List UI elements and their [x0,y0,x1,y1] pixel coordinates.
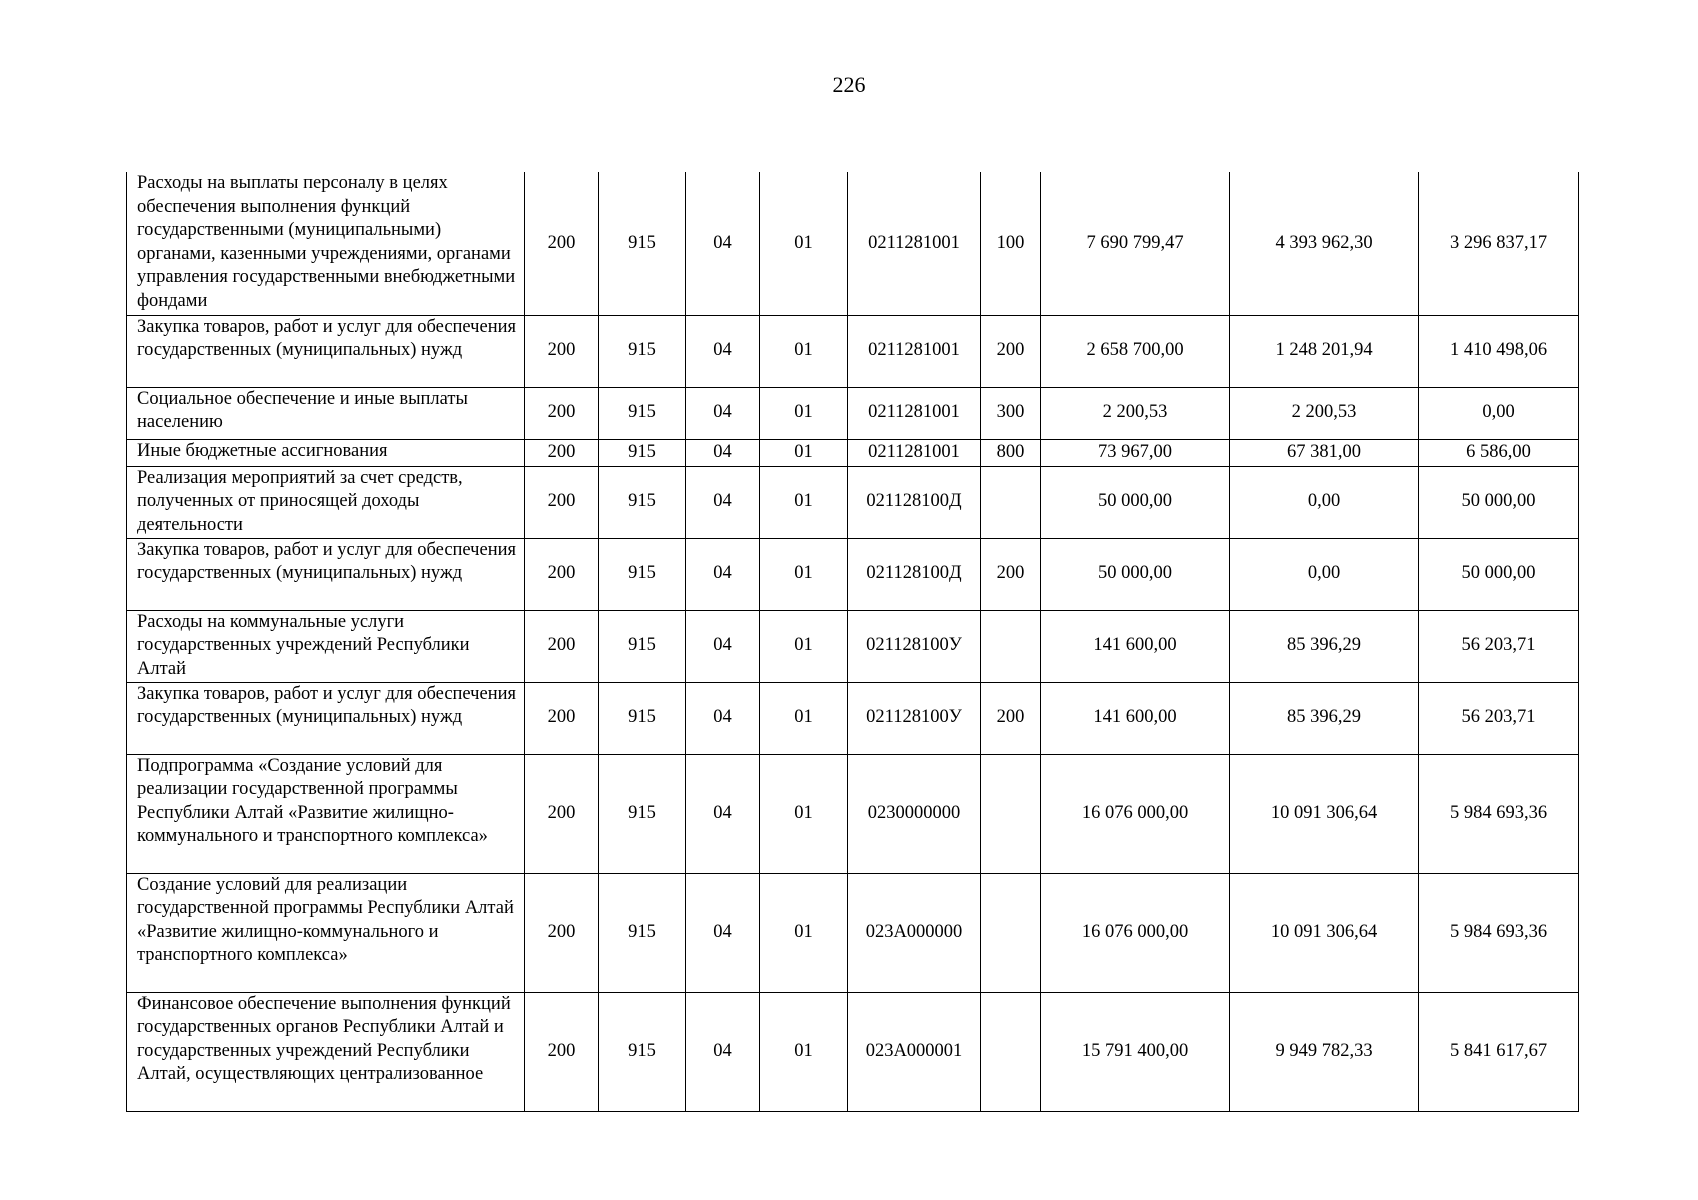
cell-code-1: 200 [525,538,599,610]
cell-target-article: 0211281001 [848,315,981,387]
row-description: Финансовое обеспечение выполнения функций государственных органов Республики Алтай и государственных учреждений Республики Алтай, осуществляющих централизованное [127,992,525,1111]
cell-ministry-code: 915 [599,538,686,610]
cell-code-1: 200 [525,439,599,466]
cell-section: 04 [686,992,760,1111]
table-row [127,315,1579,387]
cell-code-1: 200 [525,315,599,387]
table-row [127,538,1579,610]
cell-ministry-code: 915 [599,172,686,315]
cell-expense-type: 200 [981,682,1041,754]
table-row [127,172,1579,315]
cell-code-1: 200 [525,172,599,315]
row-description: Закупка товаров, работ и услуг для обеспечения государственных (муниципальных) нужд [127,315,525,387]
cell-amount-1: 50 000,00 [1041,538,1230,610]
cell-expense-type: 800 [981,439,1041,466]
cell-code-1: 200 [525,387,599,439]
budget-table [126,172,1579,1112]
cell-code-1: 200 [525,466,599,538]
cell-section: 04 [686,682,760,754]
cell-target-article: 021128100У [848,682,981,754]
row-description: Расходы на выплаты персоналу в целях обеспечения выполнения функций государственными (муниципальными) органами, казенными учреждениями, органами управления государственными внебюджетными фондами [127,172,525,315]
table-row [127,610,1579,682]
cell-amount-1: 73 967,00 [1041,439,1230,466]
row-description: Иные бюджетные ассигнования [127,439,525,466]
cell-ministry-code: 915 [599,315,686,387]
cell-code-1: 200 [525,682,599,754]
cell-ministry-code: 915 [599,992,686,1111]
cell-amount-1: 141 600,00 [1041,682,1230,754]
cell-expense-type: 100 [981,172,1041,315]
cell-ministry-code: 915 [599,873,686,992]
row-description: Социальное обеспечение и иные выплаты населению [127,387,525,439]
cell-amount-3: 6 586,00 [1419,439,1579,466]
cell-amount-3: 0,00 [1419,387,1579,439]
cell-target-article: 023А000001 [848,992,981,1111]
cell-amount-2: 10 091 306,64 [1230,873,1419,992]
cell-target-article: 021128100У [848,610,981,682]
cell-expense-type: 300 [981,387,1041,439]
cell-section: 04 [686,172,760,315]
cell-ministry-code: 915 [599,754,686,873]
cell-amount-3: 50 000,00 [1419,466,1579,538]
cell-subsection: 01 [760,682,848,754]
row-description: Реализация мероприятий за счет средств, полученных от приносящей доходы деятельности [127,466,525,538]
cell-amount-2: 9 949 782,33 [1230,992,1419,1111]
row-description: Закупка товаров, работ и услуг для обеспечения государственных (муниципальных) нужд [127,682,525,754]
row-description: Расходы на коммунальные услуги государственных учреждений Республики Алтай [127,610,525,682]
cell-target-article: 021128100Д [848,466,981,538]
cell-ministry-code: 915 [599,466,686,538]
cell-target-article: 0211281001 [848,439,981,466]
row-description: Закупка товаров, работ и услуг для обеспечения государственных (муниципальных) нужд [127,538,525,610]
cell-amount-1: 2 658 700,00 [1041,315,1230,387]
cell-ministry-code: 915 [599,610,686,682]
cell-amount-3: 5 984 693,36 [1419,873,1579,992]
cell-subsection: 01 [760,538,848,610]
table-row [127,682,1579,754]
row-description: Подпрограмма «Создание условий для реализации государственной программы Республики Алтай «Развитие жилищно-коммунального и транспортного комплекса» [127,754,525,873]
table-row [127,754,1579,873]
cell-amount-1: 141 600,00 [1041,610,1230,682]
cell-amount-1: 7 690 799,47 [1041,172,1230,315]
cell-subsection: 01 [760,439,848,466]
cell-ministry-code: 915 [599,439,686,466]
cell-amount-2: 10 091 306,64 [1230,754,1419,873]
cell-section: 04 [686,873,760,992]
cell-ministry-code: 915 [599,682,686,754]
cell-code-1: 200 [525,873,599,992]
cell-amount-1: 2 200,53 [1041,387,1230,439]
cell-expense-type: 200 [981,538,1041,610]
cell-amount-2: 1 248 201,94 [1230,315,1419,387]
cell-subsection: 01 [760,754,848,873]
row-description: Создание условий для реализации государственной программы Республики Алтай «Развитие жилищно-коммунального и транспортного комплекса» [127,873,525,992]
cell-amount-2: 85 396,29 [1230,682,1419,754]
table-row [127,466,1579,538]
cell-section: 04 [686,439,760,466]
cell-target-article: 0211281001 [848,172,981,315]
table-row [127,992,1579,1111]
cell-amount-2: 0,00 [1230,466,1419,538]
cell-section: 04 [686,610,760,682]
cell-section: 04 [686,754,760,873]
cell-section: 04 [686,315,760,387]
cell-target-article: 0211281001 [848,387,981,439]
cell-amount-3: 5 841 617,67 [1419,992,1579,1111]
cell-code-1: 200 [525,754,599,873]
table-row [127,439,1579,466]
cell-amount-2: 0,00 [1230,538,1419,610]
cell-target-article: 023А000000 [848,873,981,992]
cell-subsection: 01 [760,873,848,992]
cell-code-1: 200 [525,992,599,1111]
budget-table-body [127,172,1579,1111]
cell-amount-1: 50 000,00 [1041,466,1230,538]
cell-code-1: 200 [525,610,599,682]
cell-subsection: 01 [760,387,848,439]
cell-section: 04 [686,387,760,439]
cell-amount-2: 2 200,53 [1230,387,1419,439]
cell-expense-type [981,873,1041,992]
cell-amount-3: 56 203,71 [1419,610,1579,682]
cell-amount-2: 67 381,00 [1230,439,1419,466]
table-row [127,873,1579,992]
cell-amount-1: 16 076 000,00 [1041,873,1230,992]
cell-amount-1: 15 791 400,00 [1041,992,1230,1111]
cell-subsection: 01 [760,172,848,315]
cell-amount-3: 5 984 693,36 [1419,754,1579,873]
cell-expense-type: 200 [981,315,1041,387]
cell-subsection: 01 [760,992,848,1111]
cell-expense-type [981,610,1041,682]
cell-section: 04 [686,466,760,538]
cell-subsection: 01 [760,466,848,538]
cell-section: 04 [686,538,760,610]
cell-ministry-code: 915 [599,387,686,439]
cell-expense-type [981,754,1041,873]
cell-expense-type [981,992,1041,1111]
table-row [127,387,1579,439]
cell-amount-3: 56 203,71 [1419,682,1579,754]
cell-expense-type [981,466,1041,538]
cell-amount-1: 16 076 000,00 [1041,754,1230,873]
cell-amount-2: 85 396,29 [1230,610,1419,682]
cell-amount-3: 3 296 837,17 [1419,172,1579,315]
cell-amount-3: 50 000,00 [1419,538,1579,610]
cell-subsection: 01 [760,315,848,387]
cell-target-article: 021128100Д [848,538,981,610]
cell-subsection: 01 [760,610,848,682]
cell-amount-2: 4 393 962,30 [1230,172,1419,315]
cell-amount-3: 1 410 498,06 [1419,315,1579,387]
cell-target-article: 0230000000 [848,754,981,873]
page-number: 226 [832,72,866,97]
